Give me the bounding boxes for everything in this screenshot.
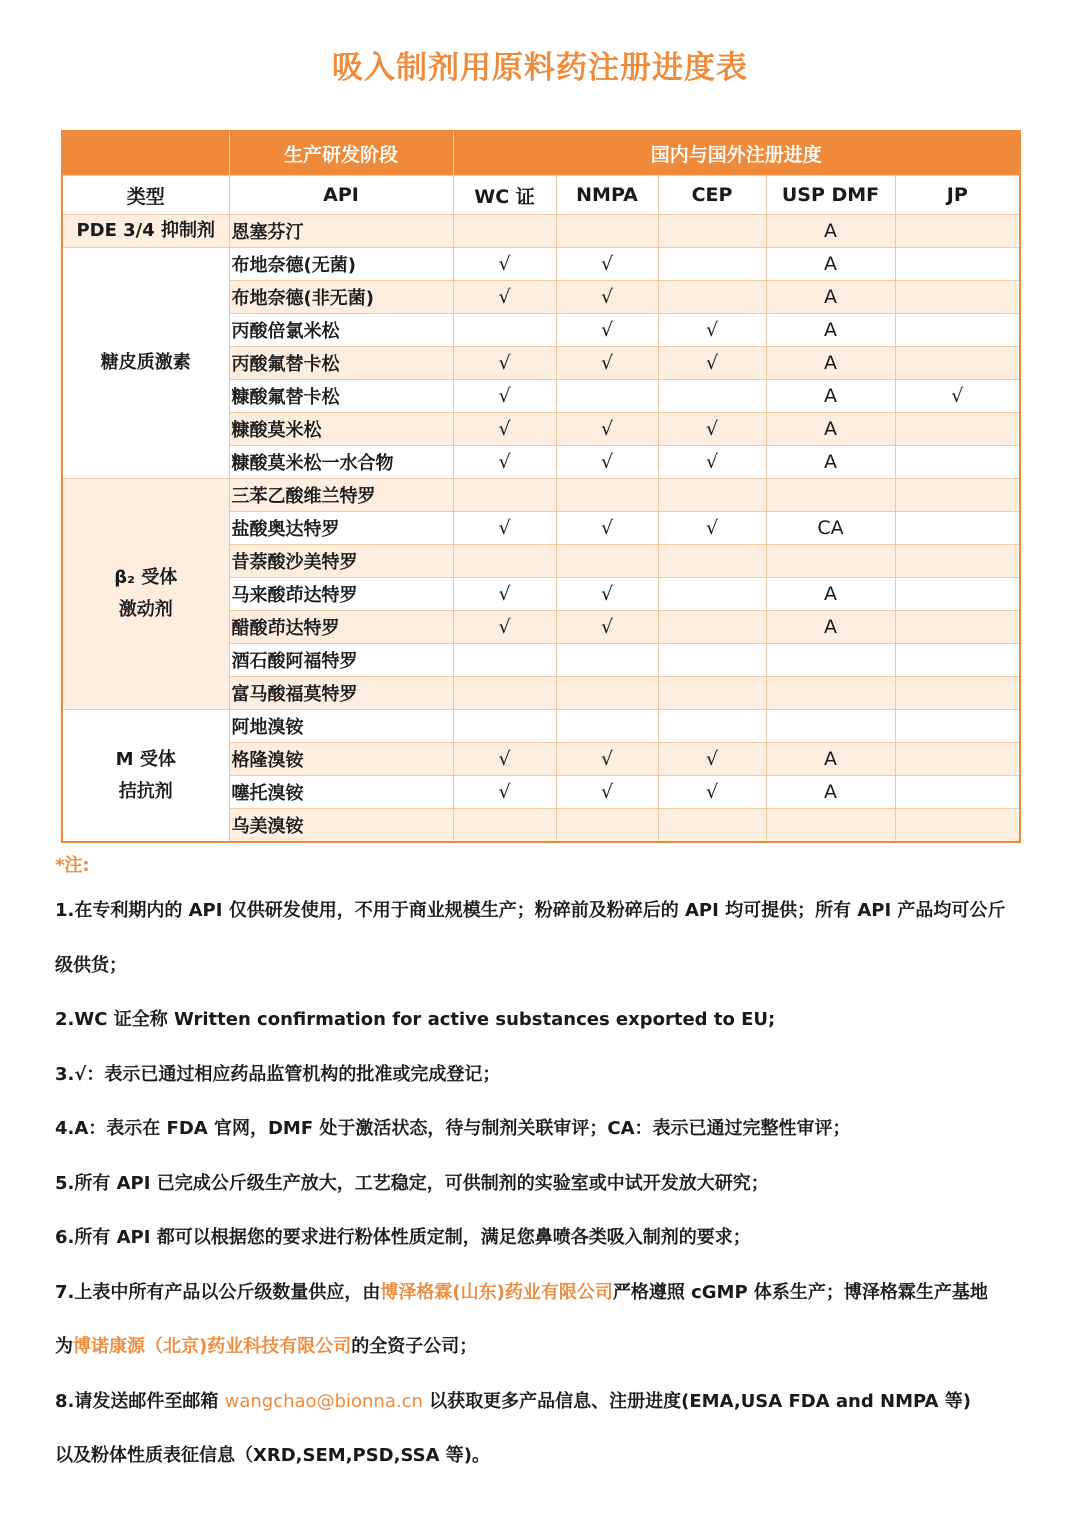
- note-7-suffix: 严格遵照 cGMP 体系生产；博泽格霖生产基地: [612, 1281, 988, 1303]
- wc-status-cell: √: [453, 743, 556, 776]
- cep-status-cell: √: [658, 743, 766, 776]
- type-cell: [62, 479, 229, 710]
- cep-status-cell: [658, 479, 766, 512]
- note-1: [55, 884, 1045, 939]
- dmf-status-cell: A: [766, 611, 895, 644]
- jp-status-cell: [895, 545, 1020, 578]
- nmpa-status-cell: √: [556, 578, 658, 611]
- note-1-continued: [55, 939, 1045, 994]
- wc-status-cell: √: [453, 776, 556, 809]
- jp-status-cell: [895, 578, 1020, 611]
- jp-status-cell: [895, 479, 1020, 512]
- column-header-usp-dmf: USP DMF: [766, 176, 895, 215]
- dmf-status-cell: A: [766, 446, 895, 479]
- api-name-cell: 盐酸奥达特罗: [229, 512, 453, 545]
- jp-status-cell: √: [895, 380, 1020, 413]
- nmpa-status-cell: [556, 215, 658, 248]
- nmpa-status-cell: √: [556, 776, 658, 809]
- wc-status-cell: [453, 809, 556, 843]
- jp-status-cell: [895, 215, 1020, 248]
- dmf-status-cell: A: [766, 215, 895, 248]
- type-label: M 受体: [115, 748, 176, 770]
- api-name-cell: 恩塞芬汀: [229, 215, 453, 248]
- api-name-cell: 布地奈德(无菌): [229, 248, 453, 281]
- api-name-cell: 阿地溴铵: [229, 710, 453, 743]
- note-3-text: 3.√：表示已通过相应药品监管机构的批准或完成登记；: [55, 1063, 501, 1085]
- nmpa-status-cell: √: [556, 611, 658, 644]
- cep-status-cell: [658, 611, 766, 644]
- jp-status-cell: [895, 776, 1020, 809]
- type-cell: [62, 710, 229, 843]
- nmpa-status-cell: [556, 479, 658, 512]
- note-5-text: 5.所有 API 已完成公斤级生产放大，工艺稳定，可供制剂的实验室或中试开发放大研究；: [55, 1172, 769, 1194]
- api-name-cell: 酒石酸阿福特罗: [229, 644, 453, 677]
- note-8-continued: [55, 1429, 1045, 1484]
- dmf-status-cell: A: [766, 413, 895, 446]
- nmpa-status-cell: [556, 710, 658, 743]
- column-header-wc: WC 证: [453, 176, 556, 215]
- wc-status-cell: √: [453, 446, 556, 479]
- table-row: [62, 710, 1020, 743]
- api-name-cell: 格隆溴铵: [229, 743, 453, 776]
- type-label: PDE 3/4 抑制剂: [76, 220, 216, 241]
- dmf-status-cell: A: [766, 248, 895, 281]
- api-name-cell: 马来酸茚达特罗: [229, 578, 453, 611]
- dmf-status-cell: A: [766, 314, 895, 347]
- jp-status-cell: [895, 710, 1020, 743]
- api-name-cell: 糠酸莫米松: [229, 413, 453, 446]
- dmf-status-cell: [766, 677, 895, 710]
- dmf-status-cell: A: [766, 578, 895, 611]
- cep-status-cell: [658, 248, 766, 281]
- wc-status-cell: √: [453, 413, 556, 446]
- type-label: β₂ 受体: [114, 567, 178, 588]
- cep-status-cell: [658, 578, 766, 611]
- note-2-text: 2.WC 证全称 Written confirmation for active substances exported to EU;: [55, 1009, 776, 1030]
- jp-status-cell: [895, 413, 1020, 446]
- cep-status-cell: [658, 380, 766, 413]
- dmf-status-cell: CA: [766, 512, 895, 545]
- page-title: 吸入制剂用原料药注册进度表: [332, 50, 748, 86]
- jp-status-cell: [895, 611, 1020, 644]
- wc-status-cell: √: [453, 611, 556, 644]
- wc-status-cell: √: [453, 512, 556, 545]
- jp-status-cell: [895, 281, 1020, 314]
- wc-status-cell: √: [453, 578, 556, 611]
- cep-status-cell: √: [658, 776, 766, 809]
- api-name-cell: 醋酸茚达特罗: [229, 611, 453, 644]
- dmf-status-cell: A: [766, 776, 895, 809]
- jp-status-cell: [895, 347, 1020, 380]
- api-name-cell: 丙酸倍氯米松: [229, 314, 453, 347]
- dmf-status-cell: A: [766, 281, 895, 314]
- note-4: [55, 1102, 1045, 1157]
- nmpa-status-cell: [556, 677, 658, 710]
- dmf-status-cell: [766, 644, 895, 677]
- api-name-cell: 噻托溴铵: [229, 776, 453, 809]
- nmpa-status-cell: [556, 545, 658, 578]
- cep-status-cell: √: [658, 347, 766, 380]
- api-name-cell: 富马酸福莫特罗: [229, 677, 453, 710]
- column-header-cep: CEP: [658, 176, 766, 215]
- note-1-text: 1.在专利期内的 API 仅供研发使用，不用于商业规模生产；粉碎前及粉碎后的 API 均可提供；所有 API 产品均可公斤: [55, 900, 1006, 921]
- jp-status-cell: [895, 809, 1020, 843]
- column-header-type: 类型: [62, 176, 229, 215]
- nmpa-status-cell: √: [556, 512, 658, 545]
- type-cell: [62, 215, 229, 248]
- api-name-cell: 丙酸氟替卡松: [229, 347, 453, 380]
- dmf-status-cell: [766, 710, 895, 743]
- nmpa-status-cell: [556, 644, 658, 677]
- note-1-continued-text: 级供货；: [55, 954, 127, 976]
- cep-status-cell: √: [658, 446, 766, 479]
- cep-status-cell: [658, 281, 766, 314]
- group-header-blank: [62, 131, 229, 176]
- dmf-status-cell: [766, 809, 895, 843]
- note-6-text: 6.所有 API 都可以根据您的要求进行粉体性质定制，满足您鼻喷各类吸入制剂的要求；: [55, 1227, 751, 1248]
- group-header-stage: 生产研发阶段: [229, 131, 453, 176]
- wc-status-cell: [453, 644, 556, 677]
- jp-status-cell: [895, 314, 1020, 347]
- company-name-beijing: 博诺康源（北京)药业科技有限公司: [73, 1336, 352, 1357]
- api-name-cell: 糠酸莫米松一水合物: [229, 446, 453, 479]
- api-name-cell: 布地奈德(非无菌): [229, 281, 453, 314]
- column-header-jp: JP: [895, 176, 1020, 215]
- wc-status-cell: √: [453, 347, 556, 380]
- note-8-continued-text: 以及粉体性质表征信息（XRD,SEM,PSD,SSA 等)。: [55, 1445, 491, 1466]
- dmf-status-cell: [766, 479, 895, 512]
- note-2: [55, 993, 1045, 1048]
- cep-status-cell: [658, 677, 766, 710]
- note-7b-suffix: 的全资子公司；: [351, 1336, 478, 1357]
- wc-status-cell: √: [453, 380, 556, 413]
- api-name-cell: 乌美溴铵: [229, 809, 453, 843]
- cep-status-cell: [658, 809, 766, 843]
- cep-status-cell: [658, 215, 766, 248]
- note-3: [55, 1048, 1045, 1103]
- column-header-nmpa: NMPA: [556, 176, 658, 215]
- dmf-status-cell: [766, 545, 895, 578]
- jp-status-cell: [895, 743, 1020, 776]
- table-row: [62, 479, 1020, 512]
- wc-status-cell: [453, 710, 556, 743]
- contact-email-link[interactable]: wangchao@bionna.cn: [224, 1390, 423, 1412]
- nmpa-status-cell: √: [556, 413, 658, 446]
- api-name-cell: 昔萘酸沙美特罗: [229, 545, 453, 578]
- jp-status-cell: [895, 644, 1020, 677]
- cep-status-cell: √: [658, 512, 766, 545]
- wc-status-cell: [453, 479, 556, 512]
- cep-status-cell: √: [658, 314, 766, 347]
- note-8-prefix: 8.请发送邮件至邮箱: [55, 1390, 225, 1412]
- wc-status-cell: [453, 545, 556, 578]
- registration-table-body: [62, 215, 1020, 843]
- column-header-api: API: [229, 176, 453, 215]
- jp-status-cell: [895, 446, 1020, 479]
- wc-status-cell: [453, 314, 556, 347]
- api-name-cell: 三苯乙酸维兰特罗: [229, 479, 453, 512]
- note-7-prefix: 7.上表中所有产品以公斤级数量供应，由: [55, 1281, 381, 1303]
- note-7-continued: [55, 1320, 1045, 1375]
- nmpa-status-cell: √: [556, 347, 658, 380]
- note-5: [55, 1157, 1045, 1212]
- cep-status-cell: [658, 710, 766, 743]
- cep-status-cell: [658, 545, 766, 578]
- dmf-status-cell: A: [766, 347, 895, 380]
- nmpa-status-cell: √: [556, 314, 658, 347]
- note-6: [55, 1211, 1045, 1266]
- nmpa-status-cell: √: [556, 281, 658, 314]
- notes-section: [55, 848, 1045, 1484]
- type-label: 拮抗剂: [118, 780, 173, 802]
- jp-status-cell: [895, 248, 1020, 281]
- type-label: 激动剂: [118, 599, 173, 620]
- note-8-suffix: 以获取更多产品信息、注册进度(EMA,USA FDA and NMPA 等): [422, 1390, 971, 1412]
- note-8: [55, 1375, 1045, 1430]
- wc-status-cell: √: [453, 281, 556, 314]
- nmpa-status-cell: √: [556, 248, 658, 281]
- nmpa-status-cell: [556, 380, 658, 413]
- type-label: 糖皮质激素: [100, 352, 191, 373]
- jp-status-cell: [895, 512, 1020, 545]
- cep-status-cell: √: [658, 413, 766, 446]
- group-header-registration: 国内与国外注册进度: [453, 131, 1020, 176]
- api-name-cell: 糠酸氟替卡松: [229, 380, 453, 413]
- note-7: [55, 1266, 1045, 1321]
- company-name-shandong: 博泽格霖(山东)药业有限公司: [380, 1281, 613, 1303]
- wc-status-cell: [453, 215, 556, 248]
- nmpa-status-cell: √: [556, 446, 658, 479]
- table-row: [62, 248, 1020, 281]
- nmpa-status-cell: √: [556, 743, 658, 776]
- note-4-text: 4.A：表示在 FDA 官网，DMF 处于激活状态，待与制剂关联审评；CA：表示已通过完整性审评；: [55, 1118, 851, 1139]
- notes-heading: *注:: [55, 855, 90, 876]
- wc-status-cell: [453, 677, 556, 710]
- jp-status-cell: [895, 677, 1020, 710]
- cep-status-cell: [658, 644, 766, 677]
- registration-table: [61, 130, 1021, 843]
- nmpa-status-cell: [556, 809, 658, 843]
- wc-status-cell: √: [453, 248, 556, 281]
- note-7b-prefix: 为: [55, 1336, 73, 1357]
- dmf-status-cell: A: [766, 743, 895, 776]
- type-cell: [62, 248, 229, 479]
- table-row: [62, 215, 1020, 248]
- dmf-status-cell: A: [766, 380, 895, 413]
